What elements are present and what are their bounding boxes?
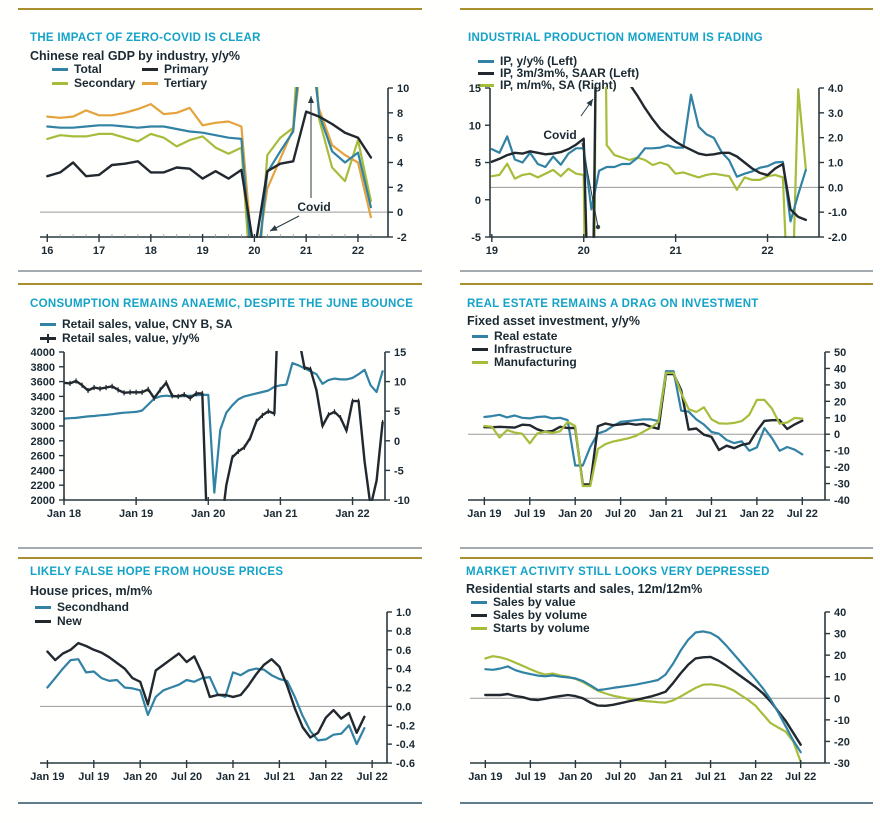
y-tick-label: 3.0 xyxy=(828,107,844,120)
series-layer xyxy=(47,643,364,744)
y-tick-label: 15 xyxy=(394,347,407,359)
x-tick-label: Jan 19 xyxy=(30,771,65,783)
y-tick-label: 0 xyxy=(834,693,841,706)
series-line-manufacturing xyxy=(484,373,802,486)
x-tick-label: 21 xyxy=(300,245,313,257)
chart-title-consumption: CONSUMPTION REMAINS ANAEMIC, DESPITE THE JUNE BOUNCE xyxy=(30,298,414,310)
x-tick-label: Jan 22 xyxy=(335,508,370,520)
y-tick-label: 2600 xyxy=(30,450,55,463)
y-tick-label: 10 xyxy=(834,671,847,684)
y-tick-label: 3600 xyxy=(30,376,55,389)
y-tick-label: 40 xyxy=(834,363,847,376)
chart-panel-2 xyxy=(31,236,410,565)
series-line-retail-sales-value-cny-b-sa xyxy=(64,363,383,493)
x-tick-label: Jan 20 xyxy=(558,508,593,520)
legend-label: Primary xyxy=(164,62,209,76)
series-line-real-estate xyxy=(484,371,802,465)
series-layer xyxy=(492,0,806,808)
annotation-text: Covid xyxy=(543,128,577,142)
legend-label: IP, y/y% (Left) xyxy=(500,54,578,68)
x-tick-label: Jul 19 xyxy=(514,771,546,783)
series-line-ip-3m-3m-saar-left- xyxy=(492,0,806,423)
y-tick-label: 2200 xyxy=(30,480,55,493)
y-tick-label: -10 xyxy=(834,445,850,458)
x-tick-label: 19 xyxy=(485,245,498,257)
x-tick-label: 17 xyxy=(92,245,106,257)
chart-panel-5 xyxy=(468,607,850,783)
x-tick-label: Jul 19 xyxy=(514,508,546,520)
y-tick-label: 2 xyxy=(397,182,404,195)
annotation-text: Covid xyxy=(297,200,331,214)
y-tick-label: 50 xyxy=(834,347,847,359)
y-tick-label: 10 xyxy=(394,376,407,389)
y-tick-label: 3000 xyxy=(30,421,55,433)
y-tick-label: 4000 xyxy=(30,347,55,359)
y-tick-label: 4.0 xyxy=(828,83,844,95)
y-tick-label: 0 xyxy=(474,194,481,207)
y-tick-label: 40 xyxy=(834,607,847,619)
x-tick-label: Jul 22 xyxy=(356,771,388,783)
chart-title-investment: REAL ESTATE REMAINS A DRAG ON INVESTMENT xyxy=(467,298,759,310)
x-tick-label: Jul 22 xyxy=(785,771,817,783)
legend-label: Tertiary xyxy=(164,76,208,90)
series-line-ip-m-m-sa-right- xyxy=(492,0,806,808)
annotation-arrowhead xyxy=(308,96,314,103)
y-tick-label: 0.8 xyxy=(396,625,412,638)
chart-panel-1 xyxy=(469,0,847,808)
x-tick-label: 22 xyxy=(761,245,774,257)
x-tick-label: 16 xyxy=(41,245,54,257)
legend-label: Total xyxy=(74,62,102,76)
x-tick-label: Jul 22 xyxy=(786,508,818,520)
y-tick-label: -20 xyxy=(834,462,850,475)
legend-label: IP, 3m/3m%, SAAR (Left) xyxy=(500,66,640,80)
y-tick-label: -10 xyxy=(834,714,850,727)
y-tick-label: 8 xyxy=(397,107,404,120)
chart-panel-0 xyxy=(40,0,409,331)
y-tick-label: -0.4 xyxy=(396,739,415,752)
y-tick-label: 4 xyxy=(397,157,404,170)
chart-title-gdp: THE IMPACT OF ZERO-COVID IS CLEAR xyxy=(30,32,261,44)
x-tick-label: Jan 20 xyxy=(558,771,593,783)
y-tick-label: -5 xyxy=(471,232,481,244)
x-tick-label: Jan 21 xyxy=(215,771,251,783)
x-tick-label: Jul 21 xyxy=(263,771,295,783)
y-tick-label: -0.2 xyxy=(396,720,415,733)
y-tick-label: 15 xyxy=(468,83,481,95)
chart-title-house-prices: LIKELY FALSE HOPE FROM HOUSE PRICES xyxy=(30,566,284,578)
y-tick-label: 5 xyxy=(474,157,481,170)
legend-label: Real estate xyxy=(494,329,558,343)
y-tick-label: -30 xyxy=(834,478,850,491)
x-tick-label: Jan 20 xyxy=(123,771,158,783)
legend-label: Starts by volume xyxy=(493,621,590,635)
legend-label: Secondhand xyxy=(57,600,130,614)
series-layer xyxy=(47,0,371,331)
x-tick-label: 19 xyxy=(196,245,209,257)
y-tick-label: 10 xyxy=(468,120,481,133)
y-tick-label: 2800 xyxy=(30,435,55,448)
y-tick-label: 10 xyxy=(834,412,847,425)
series-line-sales-by-value xyxy=(485,631,800,752)
x-tick-label: Jul 21 xyxy=(695,508,728,520)
x-tick-label: Jan 21 xyxy=(263,508,298,520)
y-tick-label: 3800 xyxy=(30,361,55,374)
chart-subtitle-investment: Fixed asset investment, y/y% xyxy=(467,314,640,328)
series-line-new xyxy=(47,643,364,737)
y-tick-label: 0.2 xyxy=(396,682,412,695)
x-tick-label: Jul 19 xyxy=(78,771,110,783)
series-line-secondary xyxy=(47,0,371,331)
y-tick-label: 5 xyxy=(394,406,401,419)
series-line-secondhand xyxy=(47,659,364,744)
x-tick-label: 22 xyxy=(351,245,365,257)
x-tick-label: Jan 18 xyxy=(46,508,82,520)
series-line-tertiary xyxy=(47,19,371,277)
series-layer xyxy=(485,631,800,762)
legend-label: New xyxy=(57,614,82,628)
y-tick-label: 10 xyxy=(397,83,410,95)
y-tick-label: -10 xyxy=(394,495,410,507)
y-tick-label: -0.6 xyxy=(396,758,415,770)
legend-label: Secondary xyxy=(74,76,136,90)
x-tick-label: 18 xyxy=(144,245,157,257)
y-tick-label: 0 xyxy=(394,435,401,448)
y-tick-label: 0.4 xyxy=(396,663,412,676)
y-tick-label: -2 xyxy=(397,232,407,244)
x-tick-label: Jul 20 xyxy=(605,508,637,520)
x-tick-label: 20 xyxy=(577,245,590,257)
chart-subtitle-house: House prices, m/m% xyxy=(30,584,153,598)
legend-label: Manufacturing xyxy=(494,355,577,369)
chart-title-market: MARKET ACTIVITY STILL LOOKS VERY DEPRESSED xyxy=(466,566,770,578)
legend-label: Retail sales, value, y/y% xyxy=(62,331,200,345)
x-tick-label: 21 xyxy=(669,245,682,257)
chart-title-ip: INDUSTRIAL PRODUCTION MOMENTUM IS FADING xyxy=(468,32,763,44)
legend-label: Retail sales, value, CNY B, SA xyxy=(62,317,233,331)
legend-label: Sales by value xyxy=(493,595,576,609)
y-tick-label: 0.0 xyxy=(828,182,844,195)
y-tick-label: -40 xyxy=(834,495,850,507)
y-tick-label: 2000 xyxy=(30,495,55,507)
y-tick-label: 0 xyxy=(834,429,841,442)
annotation-arrowhead xyxy=(587,99,593,106)
y-tick-label: 6 xyxy=(397,132,404,145)
y-tick-label: -2.0 xyxy=(828,232,847,244)
y-tick-label: 3200 xyxy=(30,406,55,419)
chart-subtitle-gdp: Chinese real GDP by industry, y/y% xyxy=(30,49,241,63)
series-line-starts-by-volume xyxy=(485,656,800,762)
y-tick-label: -20 xyxy=(834,736,850,749)
y-tick-label: 1.0 xyxy=(828,157,844,170)
chart-panel-3 xyxy=(467,347,850,520)
y-tick-label: 0 xyxy=(397,207,404,220)
y-tick-label: 3400 xyxy=(30,391,55,404)
x-tick-label: Jan 22 xyxy=(739,508,774,520)
x-tick-label: Jan 20 xyxy=(191,508,226,520)
y-tick-label: 20 xyxy=(834,650,847,663)
x-tick-label: Jul 20 xyxy=(604,771,637,783)
y-tick-label: 30 xyxy=(834,628,847,641)
x-tick-label: Jan 19 xyxy=(468,771,503,783)
y-tick-label: 2400 xyxy=(30,465,55,478)
legend-label: Sales by volume xyxy=(493,608,588,622)
x-tick-label: 20 xyxy=(248,245,261,257)
y-tick-label: 0.0 xyxy=(396,701,412,714)
series-layer xyxy=(484,371,802,486)
y-tick-label: 1.0 xyxy=(396,607,412,619)
x-tick-label: Jan 19 xyxy=(467,508,502,520)
chart-panel-4 xyxy=(30,607,416,783)
x-tick-label: Jul 21 xyxy=(694,771,727,783)
x-tick-label: Jan 21 xyxy=(648,771,683,783)
y-tick-label: 30 xyxy=(834,379,847,392)
y-tick-label: -30 xyxy=(834,758,850,770)
y-tick-label: 20 xyxy=(834,396,847,409)
y-tick-label: 0.6 xyxy=(396,644,412,657)
x-tick-label: Jan 21 xyxy=(648,508,684,520)
y-tick-label: -5 xyxy=(394,465,404,478)
series-line-infrastructure xyxy=(484,374,802,484)
x-tick-label: Jan 19 xyxy=(119,508,154,520)
legend-label: Infrastructure xyxy=(494,342,573,356)
x-tick-label: Jan 22 xyxy=(308,771,343,783)
x-tick-label: Jul 20 xyxy=(170,771,203,783)
legend-label: IP, m/m%, SA (Right) xyxy=(500,78,617,92)
annotation-dot xyxy=(596,225,600,229)
chart-subtitle-market: Residential starts and sales, 12m/12m% xyxy=(466,582,703,596)
x-tick-label: Jan 22 xyxy=(738,771,773,783)
y-tick-label: -1.0 xyxy=(828,207,847,220)
y-tick-label: 2.0 xyxy=(828,132,844,145)
